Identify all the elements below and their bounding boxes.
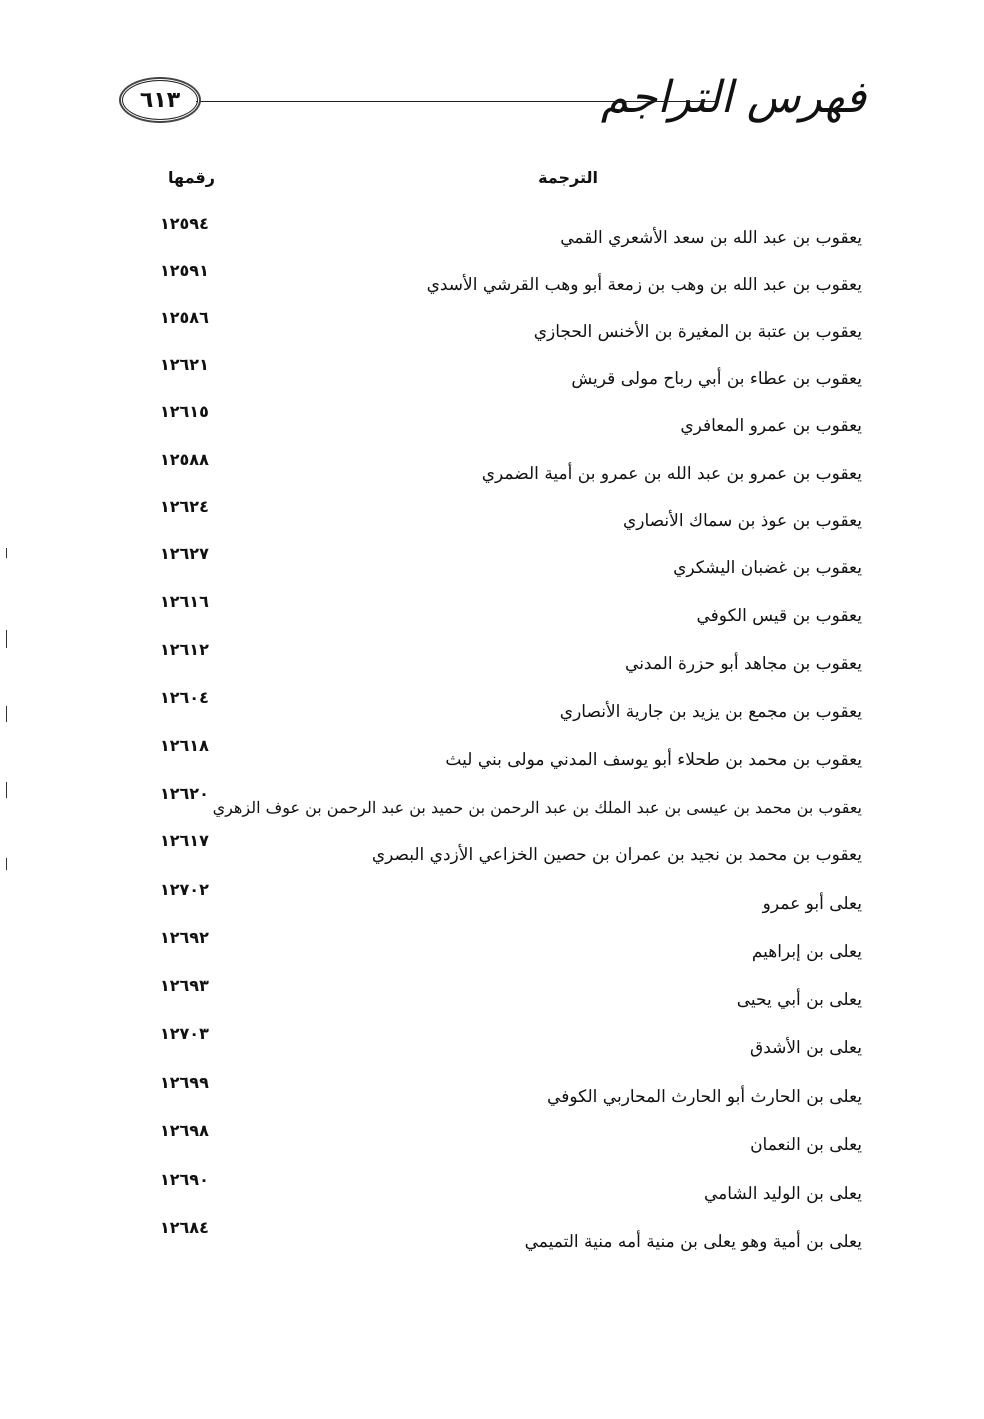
entry-number: ١٢٦٩٣: [160, 976, 209, 995]
list-item: [0, 1073, 984, 1113]
entry-name: يعقوب بن عبد الله بن سعد الأشعري القمي: [560, 228, 862, 248]
list-item: [0, 214, 984, 254]
entry-number: ١٢٦٢٠: [160, 784, 209, 803]
entry-name: يعلى بن أبي يحيى: [736, 990, 862, 1010]
list-item: [0, 450, 984, 490]
entry-number: ١٢٦٩٨: [160, 1121, 209, 1140]
entry-name: يعقوب بن عتبة بن المغيرة بن الأخنس الحجازي: [533, 322, 862, 342]
entry-number: ١٢٦١٨: [160, 736, 209, 755]
entry-number: ١٢٦١٢: [160, 640, 209, 659]
header-rule: [196, 101, 718, 102]
entry-number: ١٢٦٨٤: [160, 1218, 209, 1237]
entry-number: ١٢٥٩١: [160, 261, 209, 280]
column-header-name: الترجمة: [538, 168, 598, 187]
list-item: [0, 736, 984, 776]
list-item: [0, 640, 984, 680]
entry-name: يعقوب بن قيس الكوفي: [696, 606, 862, 626]
entry-number: ١٢٦٩٠: [160, 1170, 209, 1189]
entry-number: ١٢٦١٥: [160, 402, 209, 421]
entry-name: يعلى بن الأشدق: [750, 1038, 862, 1058]
list-item: [0, 1170, 984, 1210]
list-item: [0, 831, 984, 871]
entry-name: يعلى بن الوليد الشامي: [703, 1184, 862, 1204]
entry-name: يعقوب بن غضبان اليشكري: [673, 558, 862, 578]
entry-number: ١٢٦٩٩: [160, 1073, 209, 1092]
entry-number: ١٢٦١٧: [160, 831, 209, 850]
entry-name: يعلى بن الحارث أبو الحارث المحاربي الكوفي: [547, 1087, 862, 1107]
list-item: [0, 1218, 984, 1258]
entry-number: ١٢٧٠٣: [160, 1024, 209, 1043]
list-item: [0, 544, 984, 584]
page-number-badge: ٦١٣: [122, 80, 198, 120]
entry-number: ١٢٦١٦: [160, 592, 209, 611]
entry-name: يعلى بن أمية وهو يعلى بن منية أمه منية التميمي: [524, 1232, 862, 1252]
column-header-number: رقمها: [168, 168, 215, 187]
page-title: فهرس التراجم: [600, 72, 866, 123]
entry-number: ١٢٧٠٢: [160, 880, 209, 899]
entry-number: ١٢٥٩٤: [160, 214, 209, 233]
scan-mark: [6, 548, 7, 558]
entry-name: يعقوب بن عوذ بن سماك الأنصاري: [622, 511, 862, 531]
entry-name: يعقوب بن مجاهد أبو حزرة المدني: [625, 654, 862, 674]
entry-number: ١٢٦٢٤: [160, 497, 209, 516]
entry-name: يعلى أبو عمرو: [762, 894, 862, 914]
list-item: [0, 1121, 984, 1161]
entry-name: يعقوب بن عمرو المعافري: [680, 416, 862, 436]
entry-name: يعقوب بن عطاء بن أبي رباح مولى قريش: [571, 369, 862, 389]
list-item: [0, 308, 984, 348]
scan-mark: [6, 706, 7, 722]
list-item: [0, 497, 984, 537]
entry-name: يعقوب بن محمد بن نجيد بن عمران بن حصين الخزاعي الأزدي البصري: [371, 845, 862, 865]
entry-name: يعقوب بن عبد الله بن وهب بن زمعة أبو وهب القرشي الأسدي: [426, 275, 862, 295]
list-item: [0, 261, 984, 301]
list-item: [0, 402, 984, 442]
entry-number: ١٢٦٢٧: [160, 544, 209, 563]
list-item: [0, 880, 984, 920]
entry-name: يعقوب بن محمد بن طحلاء أبو يوسف المدني مولى بني ليث: [445, 750, 862, 770]
entry-name: يعقوب بن محمد بن عيسى بن عبد الملك بن عبد الرحمن بن حميد بن عبد الرحمن بن عوف الزهري: [212, 798, 862, 817]
entry-number: ١٢٦٢١: [160, 355, 209, 374]
list-item: [0, 1024, 984, 1064]
list-item: [0, 355, 984, 395]
entry-name: يعقوب بن عمرو بن عبد الله بن عمرو بن أمية الضمري: [481, 464, 862, 484]
entry-name: يعلى بن النعمان: [750, 1135, 862, 1155]
entry-name: يعقوب بن مجمع بن يزيد بن جارية الأنصاري: [559, 702, 862, 722]
list-item: [0, 592, 984, 632]
scan-mark: [6, 630, 7, 648]
entry-name: يعلى بن إبراهيم: [751, 942, 862, 962]
entry-number: ١٢٦٩٢: [160, 928, 209, 947]
list-item: [0, 928, 984, 968]
entry-number: ١٢٦٠٤: [160, 688, 209, 707]
list-item: [0, 688, 984, 728]
entry-number: ١٢٥٨٦: [160, 308, 209, 327]
entry-number: ١٢٥٨٨: [160, 450, 209, 469]
list-item: [0, 976, 984, 1016]
scan-mark: [6, 858, 7, 870]
list-item: [0, 784, 984, 824]
scan-mark: [6, 782, 7, 798]
